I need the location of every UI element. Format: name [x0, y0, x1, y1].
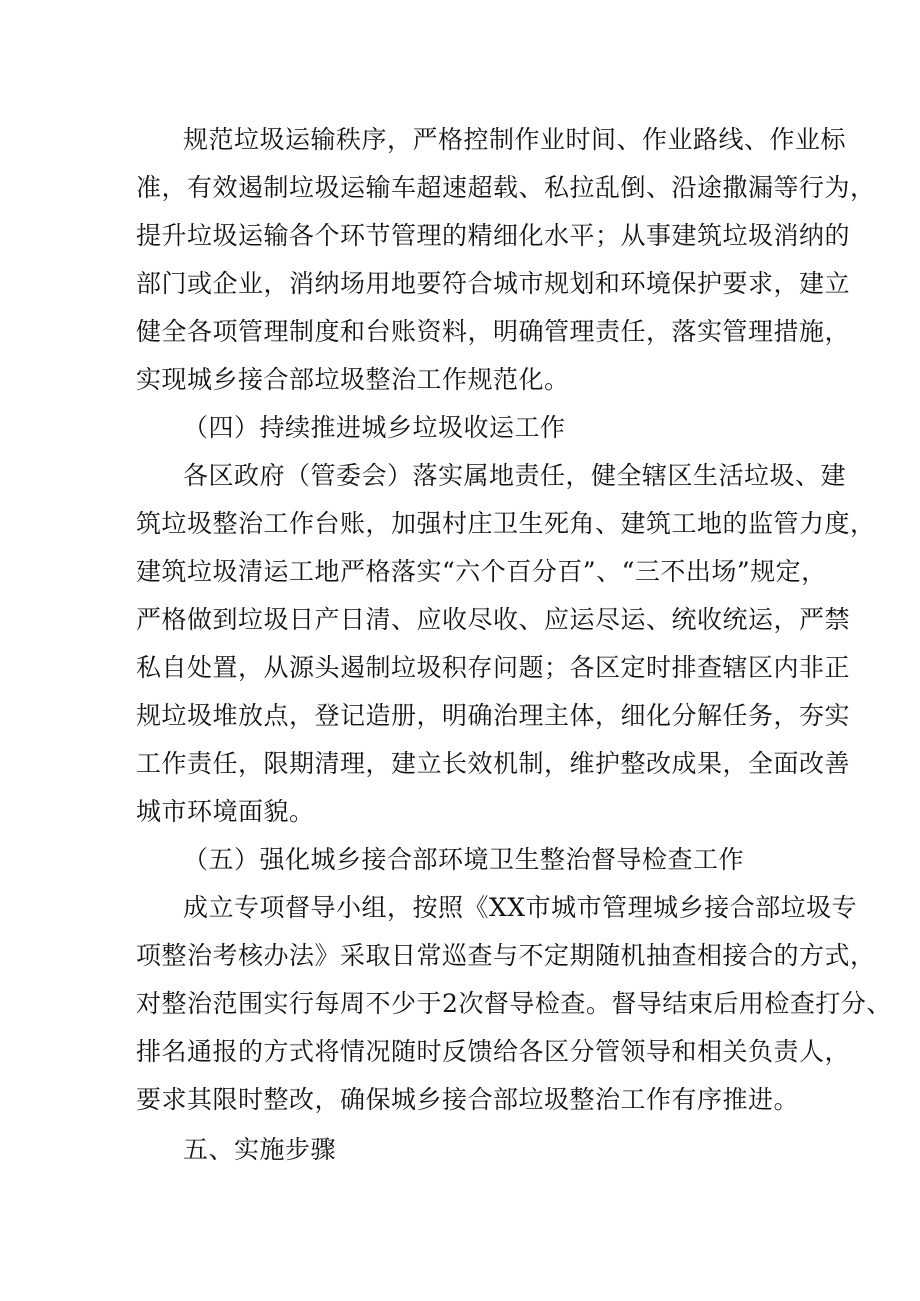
paragraph-line: 城市环境面貌。 [136, 797, 315, 826]
section-heading: 五、实施步骤 [183, 1135, 337, 1164]
paragraph-line: 工作责任，限期清理，建立长效机制，维护整改成果，全面改善 [136, 749, 851, 778]
paragraph-line: 排名通报的方式将情况随时反馈给各区分管领导和相关负责人， [136, 1037, 851, 1066]
paragraph-line: 对整治范围实行每周不少于2次督导检查。督导结束后用检查打分、 [136, 989, 892, 1018]
paragraph-line: 部门或企业，消纳场用地要符合城市规划和环境保护要求，建立 [136, 269, 851, 298]
paragraph-line: 建筑垃圾清运工地严格落实“六个百分百”、“三不出场”规定， [136, 557, 827, 586]
paragraph-line: 严格做到垃圾日产日清、应收尽收、应运尽运、统收统运，严禁 [136, 605, 851, 634]
paragraph-line: 实现城乡接合部垃圾整治工作规范化。 [136, 365, 570, 394]
section-heading: （五）强化城乡接合部环境卫生整治督导检查工作 [183, 845, 745, 874]
paragraph-line: 健全各项管理制度和台账资料，明确管理责任，落实管理措施， [136, 317, 851, 346]
paragraph-line: 项整治考核办法》采取日常巡查与不定期随机抽查相接合的方式， [136, 941, 876, 970]
paragraph-line: 准，有效遏制垃圾运输车超速超载、私拉乱倒、沿途撒漏等行为， [136, 173, 876, 202]
paragraph-line: 私自处置，从源头遏制垃圾积存问题；各区定时排查辖区内非正 [136, 653, 851, 682]
paragraph-line: 提升垃圾运输各个环节管理的精细化水平；从事建筑垃圾消纳的 [136, 221, 851, 250]
paragraph-line: 规范垃圾运输秩序，严格控制作业时间、作业路线、作业标 [183, 125, 847, 154]
paragraph-line: 筑垃圾整治工作台账，加强村庄卫生死角、建筑工地的监管力度， [136, 509, 876, 538]
paragraph-line: 要求其限时整改，确保城乡接合部垃圾整治工作有序推进。 [136, 1085, 800, 1114]
section-heading: （四）持续推进城乡垃圾收运工作 [183, 413, 566, 442]
paragraph-line: 成立专项督导小组，按照《XX市城市管理城乡接合部垃圾专 [183, 893, 858, 922]
paragraph-line: 规垃圾堆放点，登记造册，明确治理主体，细化分解任务，夯实 [136, 701, 851, 730]
paragraph-line: 各区政府（管委会）落实属地责任，健全辖区生活垃圾、建 [183, 461, 847, 490]
